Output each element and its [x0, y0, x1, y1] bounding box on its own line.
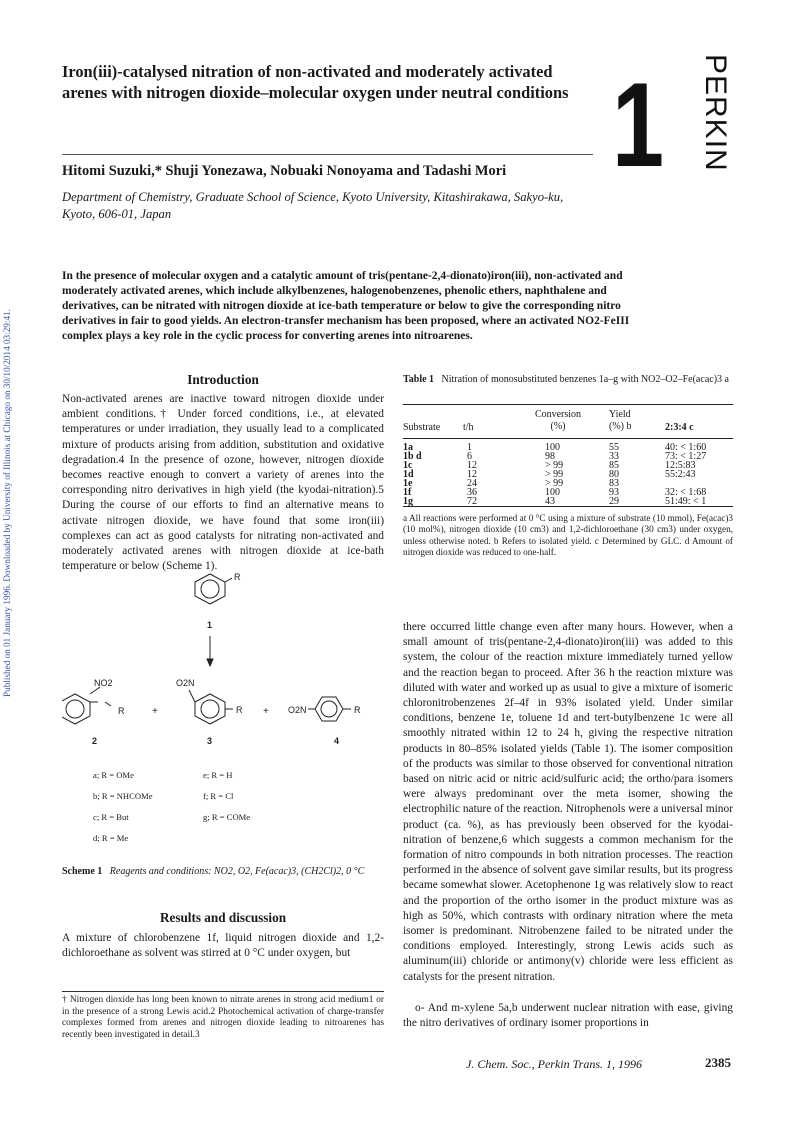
- body-paragraph-1: there occurred little change even after many hours. However, when a small amount of tris(pentane-2,4-dionato)iron(iii) was added to this system, the colour of the reaction mixture immediately turned yellow and the reaction began to proceed. After 36 h the reaction mixture was diluted with water and worked up as usual to give a mixture of isomeric chloronitrobenzenes 2f–4f in 93% isolated yield. Under similar conditions, benzene 1e, toluene 1d and tert-butylbenzene 1c were all smoothly nitrated within 12 to 24 h, giving the respective nitration products in 80–85% isolated yields (Table 1). The isomer composition of the products was similar to those observed for conventional nitration based on nitric acid or nitric acid/sulfuric acid; the ortho/para isomers were always predominant over the meta isomer, showing the electrophilic nature of the reaction. Nitrophenols were a universal minor product (ca. %), as has previously been observed for the kyodai-nitration of benzene,6 which suggests a common mechanism for the formation of nitro compounds in both nitration processes. The reaction performed in the absence of solvent gave similar results, but its progress became somewhat slower. Acetophenone 1g was relatively slow to react and the proportion of the ortho isomer in the product mixture was as high as 50%, which contrasts with ordinary nitration where the meta isomer is predominant. Nitrobenzene failed to be nitrated under the conditions employed. Interestingly, strong Lewis acids such as aluminum(iii) chloride or antimony(v) chloride were less efficient as catalysts for the present nitration.: [403, 621, 733, 983]
- results-heading: Results and discussion: [159, 910, 287, 925]
- table-cell: 73: < 1:27: [665, 451, 707, 462]
- perkin-logo: [612, 48, 740, 180]
- col-header-yield: Yield (%) b: [609, 409, 632, 432]
- table-cell: 29: [609, 496, 619, 507]
- article-title: Iron(iii)-catalysed nitration of non-activated and moderately activated arenes with nitrogen dioxide–molecular oxygen under neutral conditions: [62, 62, 569, 102]
- table-cell: 51:49: < 1: [665, 496, 707, 507]
- table-cell: 12: [467, 469, 477, 480]
- table-footnotes: a All reactions were performed at 0 °C using a mixture of substrate (10 mmol), Fe(acac)3 (10 mol%), nitrogen dioxide (10 cm3) and 1,2-dichloroethane (30 cm3) under oxygen, unless otherwise noted. b Refers to isolated yield. c Determined by GLC. d Amount of nitrogen dioxide was reduced to one-half.: [403, 513, 733, 557]
- compound-label-1: 1: [207, 620, 213, 630]
- abstract: In the presence of molecular oxygen and a catalytic amount of tris(pentane-2,4-dionato)iron(iii), non-activated and moderately activated arenes, which include alkylbenzenes, halogenobenzenes, phenolic ethers, naphthalene and derivatives, can be nitrated with nitrogen dioxide at ice-bath temperature or below to give the corresponding nitro derivatives in fair to good yields. An electron-transfer mechanism has been proposed, where an activated NO2-FeIII complex plays a key role in the cyclic process for converting arenes into nitroarenes.: [62, 270, 630, 342]
- nitro-bond-2: [90, 687, 100, 694]
- table-cell: 40: < 1:60: [665, 442, 707, 453]
- table-cell: 1c: [403, 460, 413, 471]
- table-top-rule: [403, 404, 733, 405]
- intro-heading: Introduction: [187, 372, 259, 387]
- plus-sign-2: +: [263, 706, 269, 717]
- table-cell: 1f: [403, 487, 412, 498]
- table-cell: 1: [467, 442, 472, 453]
- table-cell: 83: [609, 478, 619, 489]
- table-cell: 80: [609, 469, 619, 480]
- page-number: 2385: [705, 1055, 731, 1070]
- col-header-time: t/h: [463, 422, 474, 433]
- table-cell: 1e: [403, 478, 413, 489]
- table-cell: 43: [545, 496, 555, 507]
- table-cell: 100: [545, 487, 560, 498]
- compound-label-2: 2: [92, 736, 98, 746]
- substituent-c: c; R = But: [93, 812, 129, 822]
- logo-number: 1: [612, 57, 665, 180]
- table-cell: 12: [467, 460, 477, 471]
- table-cell: 33: [609, 451, 619, 462]
- table-cell: 32: < 1:68: [665, 487, 707, 498]
- scheme-caption: [62, 866, 384, 879]
- substituent-d: d; R = Me: [93, 833, 129, 843]
- body-paragraph-2: o- And m-xylene 5a,b underwent nuclear nitration with ease, giving the nitro derivatives of ordinary isomer proportions in: [403, 1002, 733, 1030]
- table-cell: 1d: [403, 469, 414, 480]
- nitro-group-4: O2N: [288, 705, 307, 715]
- table-cell: 1a: [403, 442, 413, 453]
- table-header-rule: [403, 438, 733, 439]
- title-divider: [62, 154, 593, 155]
- table-cell: 12:5:83: [665, 460, 696, 471]
- plus-sign-1: +: [152, 706, 158, 717]
- col-header-ratio: 2:3:4 c: [665, 422, 694, 433]
- scheme-caption-label: Scheme 1: [62, 866, 103, 877]
- benzene-ring-2: [62, 694, 111, 724]
- table-cell: > 99: [545, 469, 564, 480]
- col-header-substrate: Substrate: [403, 422, 441, 433]
- table-cell: 100: [545, 442, 560, 453]
- table-cell: 55:2:43: [665, 469, 696, 480]
- table-cell: 98: [545, 451, 555, 462]
- benzene-ring-1: [195, 574, 232, 604]
- results-text: A mixture of chlorobenzene 1f, liquid nitrogen dioxide and 1,2-dichloroethane as solvent was stirred at 0 °C under oxygen, but: [62, 932, 384, 960]
- table-cell: 93: [609, 487, 619, 498]
- table-caption-text: Nitration of monosubstituted benzenes 1a–g with NO2–O2–Fe(acac)3 a: [441, 374, 729, 385]
- benzene-ring-3: [189, 690, 233, 724]
- table-cell: 24: [467, 478, 477, 489]
- table-cell: 36: [467, 487, 477, 498]
- scheme-caption-text: Reagents and conditions: NO2, O2, Fe(acac)3, (CH2Cl)2, 0 °C: [109, 866, 365, 877]
- r-group-3: R: [236, 705, 243, 715]
- footnote: † Nitrogen dioxide has long been known to nitrate arenes in strong acid medium1 or in the presence of a strong Lewis acid.2 Photochemical activation of charge-transfer complexes formed from arenes and nitrogen dioxide leading to nitroarenes has recently been investigated in detail.3: [62, 995, 384, 1040]
- table-cell: 1b d: [403, 451, 422, 462]
- download-notice: Published on 01 January 1996. Downloaded by University of Illinois at Chicago on 30/10/2014 03:29:41.: [2, 309, 12, 697]
- col-header-conversion: Conversion (%): [534, 409, 582, 432]
- reaction-arrow: [207, 636, 213, 666]
- compound-label-3: 3: [207, 736, 213, 746]
- substituent-a: a; R = OMe: [93, 770, 134, 780]
- compound-label-4: 4: [334, 736, 340, 746]
- r-group-4: R: [354, 705, 361, 715]
- table-cell: > 99: [545, 478, 564, 489]
- table-cell: 55: [609, 442, 619, 453]
- nitro-group-2: NO2: [94, 678, 113, 688]
- substituent-b: b; R = NHCOMe: [93, 791, 153, 801]
- table-bottom-rule: [403, 506, 733, 507]
- logo-word: PERKIN: [699, 54, 732, 172]
- substituent-g: g; R = COMe: [203, 812, 251, 822]
- table-caption-label: Table 1: [403, 374, 435, 385]
- r-group-1: R: [234, 572, 241, 582]
- substituent-f: f; R = Cl: [203, 791, 234, 801]
- scheme-1-diagram: [62, 566, 392, 846]
- journal-citation: J. Chem. Soc., Perkin Trans. 1, 1996: [466, 1057, 642, 1071]
- nitro-group-3: O2N: [176, 678, 195, 688]
- substituent-e: e; R = H: [203, 770, 233, 780]
- table-cell: 1g: [403, 496, 413, 507]
- table-cell: > 99: [545, 460, 564, 471]
- table-cell: 72: [467, 496, 477, 507]
- table-cell: 85: [609, 460, 619, 471]
- intro-text: Non-activated arenes are inactive toward nitrogen dioxide under ambient conditions.† Under forced conditions, i.e., at elevated temperatures or under irradiation, they usually lead to a complicated mixture of products arising from addition, substitution and oxidative degradation.4 In the presence of ozone, however, nitrogen dioxide becomes reactive enough to convert a variety of arenes into the corresponding nitro derivatives in high yield (the kyodai-nitration).5 During the course of our efforts to find an alternative means to activate nitrogen dioxide, we have found that some iron(iii) complexes can act as good catalysts for nitrating non-activated and moderately activated arenes with nitrogen dioxide at ice-bath temperature or below (Scheme 1).: [62, 393, 384, 573]
- affiliation: Department of Chemistry, Graduate School of Science, Kyoto University, Kitashirakawa, Sakyo-ku, Kyoto, 606-01, Japan: [62, 190, 564, 221]
- table-caption: [403, 374, 733, 387]
- table-cell: 6: [467, 451, 472, 462]
- r-group-2: R: [118, 706, 125, 716]
- benzene-ring-4: [308, 697, 351, 721]
- footnote-divider: [62, 991, 384, 992]
- author-list: Hitomi Suzuki,* Shuji Yonezawa, Nobuaki Nonoyama and Tadashi Mori: [62, 163, 507, 179]
